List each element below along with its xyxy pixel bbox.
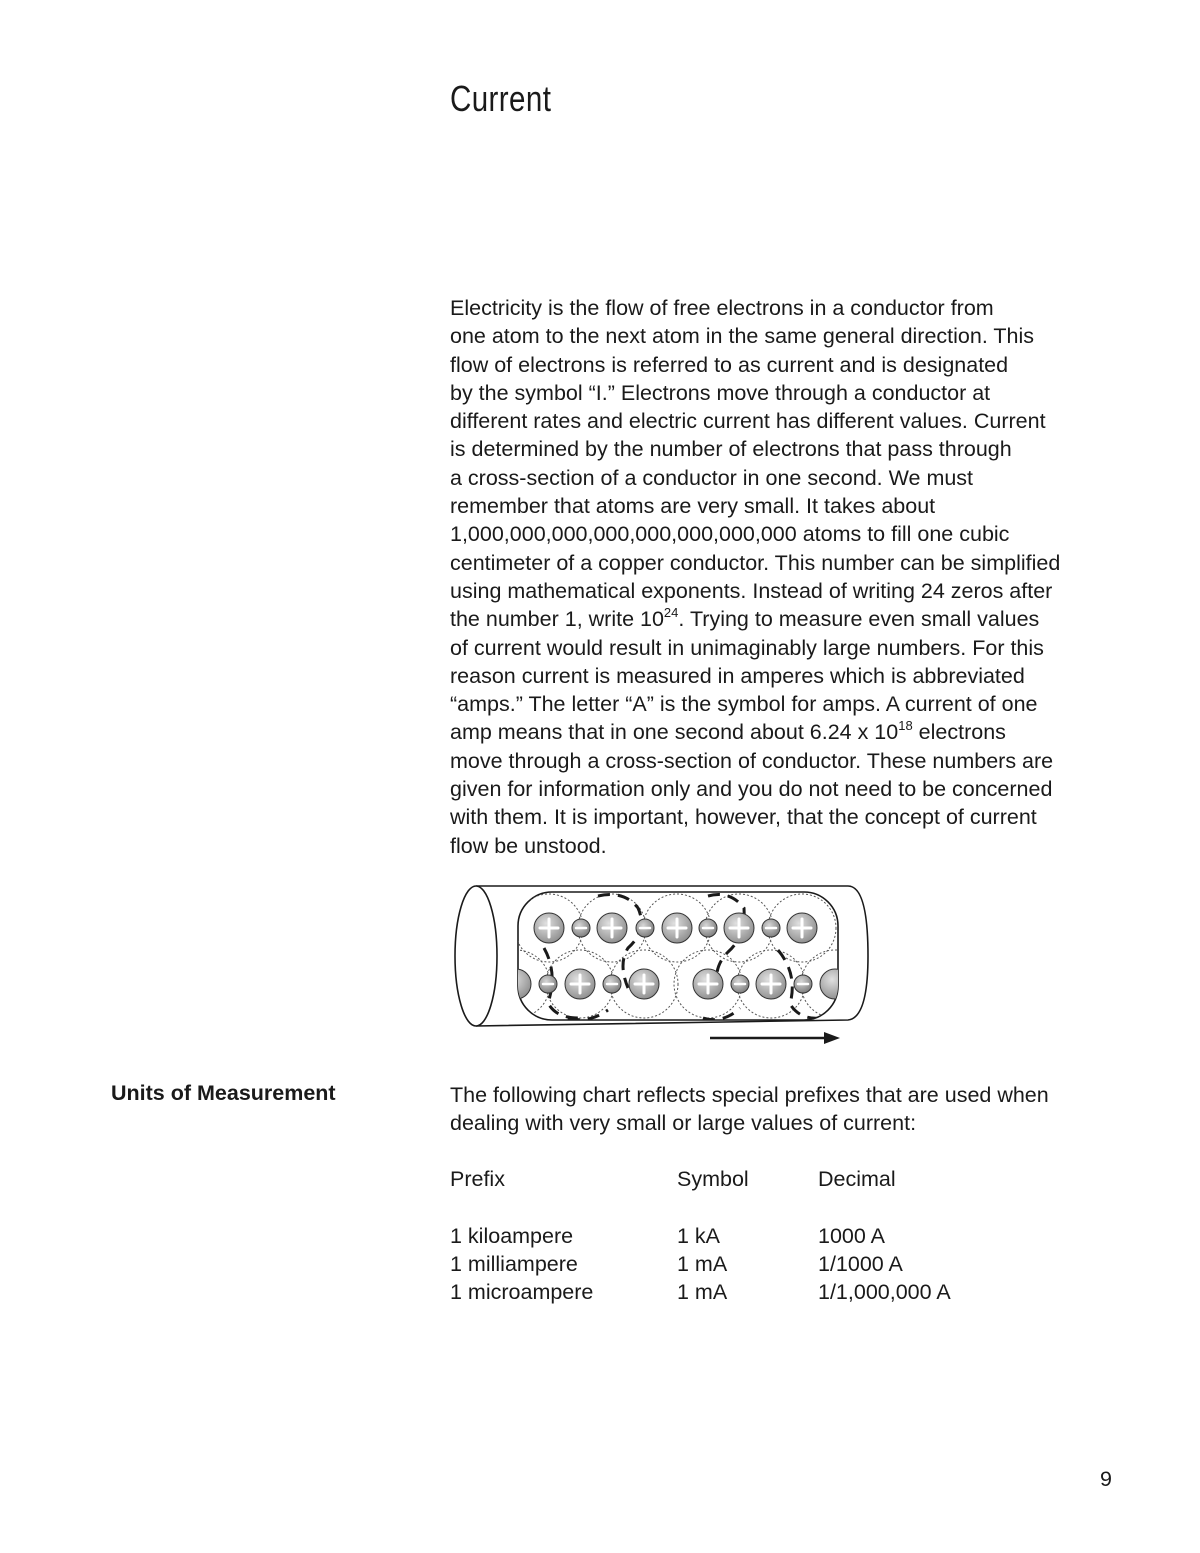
cell-decimal: 1000 A — [818, 1223, 885, 1248]
page-title: Current — [450, 78, 552, 119]
current-paragraph — [450, 294, 1140, 860]
paragraph-line: a cross-section of a conductor in one second. We must — [450, 465, 974, 490]
paragraph-line: Electricity is the flow of free electrons in a conductor from — [450, 296, 994, 320]
page-number: 9 — [1100, 1467, 1112, 1491]
paragraph-line-exponent-24 — [450, 605, 1140, 633]
cell-prefix: 1 kiloampere — [450, 1223, 574, 1248]
paragraph-line: different rates and electric current has different values. Current — [450, 409, 1046, 434]
paragraph-line: flow of electrons is referred to as current and is designated — [450, 352, 1009, 377]
units-intro — [450, 1081, 1140, 1138]
cell-prefix: 1 milliampere — [450, 1251, 578, 1276]
column-header-prefix: Prefix — [450, 1167, 505, 1191]
paragraph-line: using mathematical exponents. Instead of writing 24 zeros after — [450, 578, 1053, 603]
paragraph-line: move through a cross-section of conductor. These numbers are — [450, 748, 1054, 773]
current-direction-arrow-icon — [710, 1032, 840, 1044]
exponent: 24 — [663, 605, 679, 621]
text-fragment: amp means that in one second about 6.24 x 10 — [450, 720, 899, 745]
intro-line: dealing with very small or large values of current: — [450, 1111, 917, 1136]
paragraph-line-exponent-18 — [450, 718, 1140, 746]
text-fragment: the number 1, write 10 — [450, 607, 664, 632]
electron-flow-diagram — [448, 878, 878, 1050]
cell-decimal: 1/1,000,000 A — [818, 1280, 951, 1305]
column-header-decimal: Decimal — [818, 1167, 896, 1191]
paragraph-line: of current would result in unimaginably large numbers. For this — [450, 635, 1044, 660]
paragraph-line: by the symbol “I.” Electrons move through a conductor at — [450, 380, 991, 405]
cell-decimal: 1/1000 A — [818, 1251, 903, 1276]
text-fragment: electrons — [912, 720, 1006, 745]
paragraph-line: remember that atoms are very small. It takes about — [450, 494, 936, 519]
paragraph-line: is determined by the number of electrons that pass through — [450, 437, 1012, 462]
text-fragment: . Trying to measure even small values — [678, 607, 1040, 632]
cell-symbol: 1 kA — [677, 1223, 721, 1248]
exponent: 18 — [898, 718, 913, 734]
intro-line: The following chart reflects special prefixes that are used when — [450, 1083, 1049, 1107]
paragraph-line: one atom to the next atom in the same general direction. This — [450, 324, 1035, 349]
paragraph-line: reason current is measured in amperes which is abbreviated — [450, 663, 1025, 688]
cell-symbol: 1 mA — [677, 1280, 728, 1305]
conductor-end-icon — [455, 886, 497, 1026]
units-of-measurement-heading: Units of Measurement — [111, 1081, 336, 1105]
paragraph-line: flow be unstood. — [450, 833, 607, 858]
paragraph-line: 1,000,000,000,000,000,000,000,000 atoms to fill one cubic — [450, 522, 1010, 547]
column-header-symbol: Symbol — [677, 1167, 749, 1191]
paragraph-line: centimeter of a copper conductor. This number can be simplified — [450, 550, 1061, 575]
cell-prefix: 1 microampere — [450, 1280, 594, 1305]
atom-lattice — [482, 894, 869, 1020]
paragraph-line: with them. It is important, however, that the concept of current — [450, 805, 1037, 830]
paragraph-line: given for information only and you do not need to be concerned — [450, 777, 1053, 802]
paragraph-line: “amps.” The letter “A” is the symbol for amps. A current of one — [450, 692, 1038, 717]
cell-symbol: 1 mA — [677, 1251, 728, 1276]
